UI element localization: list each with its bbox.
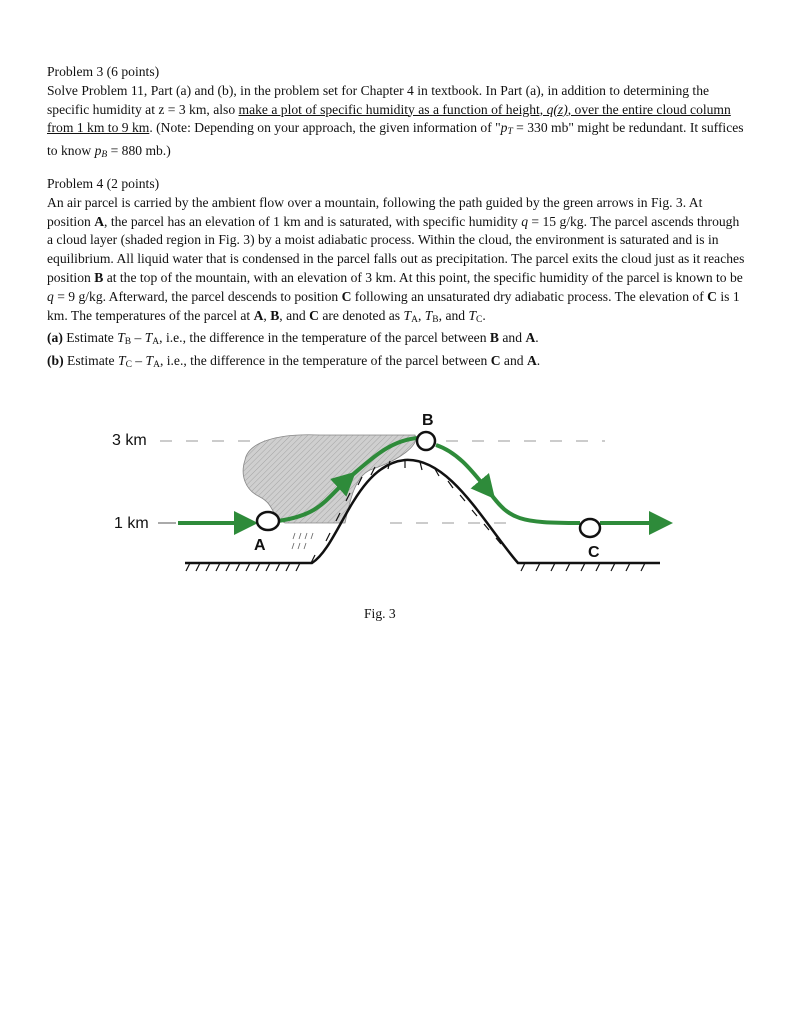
problem-4 <box>47 175 747 375</box>
problem-3 <box>47 63 747 165</box>
problem-3-text: Solve Problem 11, Part (a) and (b), in the problem set for Chapter 4 in textbook. In Part (a), in addition to determining the specific humidity at z = 3 km, also make a plot of specific humidity as a function of height, q(z), over the entire cloud column from 1 km to 9 km. (Note: Depending on your approach, the given information of "$p_T = 330$ mb" might be redundant. It suffices to know $p_B = 880$ mb.) <box>47 82 744 161</box>
parcel-a <box>257 512 279 530</box>
label-c: C <box>588 544 600 561</box>
mountain-figure <box>100 405 690 590</box>
label-a: A <box>254 537 266 554</box>
parcel-b <box>417 432 435 450</box>
label-1km: 1 km <box>114 515 149 532</box>
descent-arrow <box>436 445 490 493</box>
figure-caption: Fig. 3 <box>364 606 396 621</box>
problem-4-heading: Problem 4 (2 points) <box>47 176 160 191</box>
problem-3-heading: Problem 3 (6 points) <box>47 64 160 79</box>
label-3km: 3 km <box>112 432 147 449</box>
question-a: (a) Estimate $T_B - T_A$, i.e., the difference in the temperature of the parcel between B and A. <box>47 330 539 348</box>
precipitation <box>292 533 313 549</box>
question-b: (b) Estimate $T_C - T_A$, i.e., the difference in the temperature of the parcel between C and A. <box>47 353 541 371</box>
parcel-c <box>580 519 600 537</box>
label-b: B <box>422 412 434 429</box>
problem-4-text: An air parcel is carried by the ambient flow over a mountain, following the path guided by the green arrows in Fig. 3. At position A, the parcel has an elevation of 1 km and is saturated, with specific humidity q = 15 g/kg. The parcel ascends through a cloud layer (shaded region in Fig. 3) by a moist adiabatic process. Within the cloud, the environment is saturated and is in equilibrium. All liquid water that is condensed in the parcel falls out as precipitation. The parcel exits the cloud just as it reaches position B at the top of the mountain, with an elevation of 3 km. At this point, the specific humidity of the parcel is known to be q = 9 g/kg. Afterward, the parcel descends to position C following an unsaturated dry adiabatic process. The elevation of C is 1 km. The temperatures of the parcel at A, B, and C are denoted as $T_A$, $T_B$, and $T_C$. <box>47 194 745 325</box>
descent-path <box>490 493 580 523</box>
